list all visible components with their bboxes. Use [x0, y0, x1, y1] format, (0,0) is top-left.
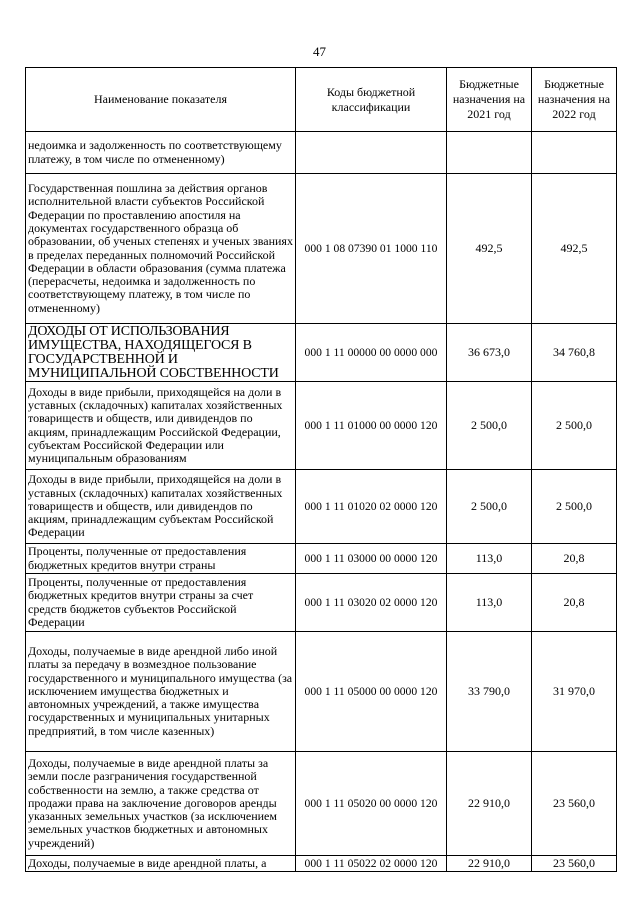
row-2021: 492,5 — [447, 174, 532, 324]
row-code: 000 1 11 03020 02 0000 120 — [296, 574, 447, 632]
row-code: 000 1 11 01000 00 0000 120 — [296, 382, 447, 470]
row-code: 000 1 11 05000 00 0000 120 — [296, 632, 447, 752]
row-2021: 22 910,0 — [447, 752, 532, 856]
row-2022: 23 560,0 — [532, 856, 617, 872]
row-2021: 113,0 — [447, 544, 532, 574]
row-code — [296, 132, 447, 174]
row-code: 000 1 08 07390 01 1000 110 — [296, 174, 447, 324]
table-row — [26, 856, 617, 872]
row-name: Доходы, получаемые в виде арендной либо иной платы за передачу в возмездное пользование государственного и муниципального имущества (за исключением имущества бюджетных и автономных учреждений, а также имущества государственных и муниципальных унитарных предприятий, в том числе казенных) — [26, 632, 296, 752]
row-code: 000 1 11 00000 00 0000 000 — [296, 324, 447, 382]
row-2022: 492,5 — [532, 174, 617, 324]
table-row — [26, 132, 617, 174]
row-name: Доходы в виде прибыли, приходящейся на доли в уставных (складочных) капиталах хозяйственных товариществ и обществ, или дивидендов по акциям, принадлежащим Российской Федерации, субъектам Российской Федерации или муниципальным образованиям — [26, 382, 296, 470]
row-code: 000 1 11 05022 02 0000 120 — [296, 856, 447, 872]
row-2021: 22 910,0 — [447, 856, 532, 872]
row-name: Доходы, получаемые в виде арендной платы, а — [26, 856, 296, 872]
row-2022: 2 500,0 — [532, 470, 617, 544]
row-2022: 31 970,0 — [532, 632, 617, 752]
row-2021 — [447, 132, 532, 174]
table-row — [26, 324, 617, 382]
table-row — [26, 574, 617, 632]
row-2022: 2 500,0 — [532, 382, 617, 470]
table-row — [26, 544, 617, 574]
row-2021: 2 500,0 — [447, 382, 532, 470]
row-2021: 33 790,0 — [447, 632, 532, 752]
row-2021: 113,0 — [447, 574, 532, 632]
row-2022: 34 760,8 — [532, 324, 617, 382]
row-name: недоимка и задолженность по соответствующему платежу, в том числе по отмененному) — [26, 132, 296, 174]
row-2022: 20,8 — [532, 574, 617, 632]
budget-table — [25, 67, 617, 872]
row-2021: 36 673,0 — [447, 324, 532, 382]
row-2022 — [532, 132, 617, 174]
table-row — [26, 752, 617, 856]
row-name: Доходы, получаемые в виде арендной платы за земли после разграничения государственной собственности на землю, а также средства от продажи права на заключение договоров аренды указанных земельных участков (за исключением земельных участков бюджетных и автономных учреждений) — [26, 752, 296, 856]
header-2022: Бюджетные назначения на 2022 год — [532, 68, 617, 132]
row-name: Проценты, полученные от предоставления бюджетных кредитов внутри страны за счет средств бюджетов субъектов Российской Федерации — [26, 574, 296, 632]
row-name: ДОХОДЫ ОТ ИСПОЛЬЗОВАНИЯ ИМУЩЕСТВА, НАХОДЯЩЕГОСЯ В ГОСУДАРСТВЕННОЙ И МУНИЦИПАЛЬНОЙ СОБСТВЕННОСТИ — [26, 324, 296, 382]
header-name: Наименование показателя — [26, 68, 296, 132]
header-2021: Бюджетные назначения на 2021 год — [447, 68, 532, 132]
table-row — [26, 174, 617, 324]
row-2022: 20,8 — [532, 544, 617, 574]
row-2022: 23 560,0 — [532, 752, 617, 856]
table-header-row — [26, 68, 617, 132]
row-code: 000 1 11 05020 00 0000 120 — [296, 752, 447, 856]
row-code: 000 1 11 01020 02 0000 120 — [296, 470, 447, 544]
page-number: 47 — [313, 44, 326, 59]
table-row — [26, 382, 617, 470]
row-name: Доходы в виде прибыли, приходящейся на доли в уставных (складочных) капиталах хозяйственных товариществ и обществ, или дивидендов по акциям, принадлежащим субъектам Российской Федерации — [26, 470, 296, 544]
row-name: Проценты, полученные от предоставления бюджетных кредитов внутри страны — [26, 544, 296, 574]
table-row — [26, 470, 617, 544]
row-name: Государственная пошлина за действия органов исполнительной власти субъектов Российской Федерации по проставлению апостиля на документах государственного образца об образовании, об ученых степенях и ученых званиях в пределах переданных полномочий Российской Федерации в области образования (сумма платежа (перерасчеты, недоимка и задолженность по соответствующему платежу, в том числе по отмененному) — [26, 174, 296, 324]
row-code: 000 1 11 03000 00 0000 120 — [296, 544, 447, 574]
table-row — [26, 632, 617, 752]
row-2021: 2 500,0 — [447, 470, 532, 544]
header-code: Коды бюджетной классификации — [296, 68, 447, 132]
